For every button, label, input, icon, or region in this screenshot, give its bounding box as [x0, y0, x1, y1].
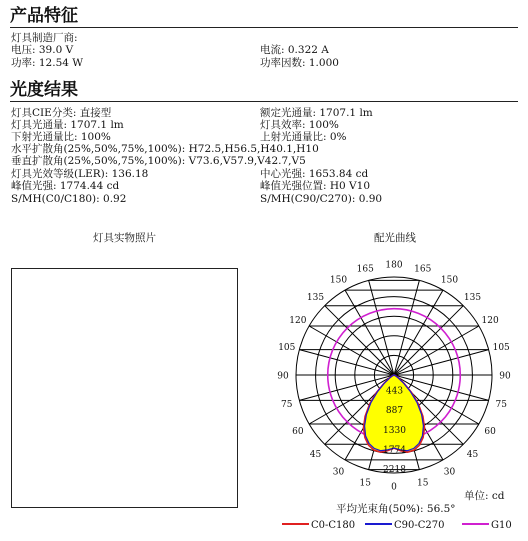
product-heading: 产品特征: [10, 6, 78, 26]
cie-class: 灯具CIE分类: 直接型: [11, 107, 112, 119]
grid-spoke: [394, 290, 443, 375]
power: 功率: 12.54 W: [11, 57, 84, 69]
grid-spoke: [309, 326, 394, 375]
radial-label: 1330: [383, 425, 406, 436]
chart-caption: 配光曲线: [374, 232, 416, 244]
grid-spoke: [369, 280, 394, 375]
smh-c90: S/MH(C90/C270): 0.90: [260, 193, 383, 205]
angle-label: 75: [281, 400, 293, 411]
angle-label: 120: [481, 316, 499, 326]
grid-spoke: [325, 306, 394, 375]
power-factor: 功率因数: 1.000: [260, 57, 339, 69]
angle-label: 30: [443, 467, 456, 478]
radial-label: 2218: [383, 465, 406, 475]
beam-angle-label: 平均光束角(50%): 56.5°: [336, 503, 456, 515]
angle-label: 120: [289, 316, 307, 326]
luminaire-flux: 灯具光通量: 1707.1 lm: [11, 119, 124, 131]
angle-label: 15: [359, 478, 371, 489]
grid-spoke: [299, 350, 394, 375]
radial-label: 1774: [383, 445, 406, 456]
v-spread: 垂直扩散角(25%,50%,75%,100%): V73.6,V57.9,V42.7,V5: [11, 155, 306, 167]
peak-position: 峰值光强位置: H0 V10: [260, 180, 370, 192]
angle-label: 165: [414, 264, 432, 275]
peak-intensity: 峰值光强: 1774.44 cd: [11, 180, 120, 192]
angle-label: 90: [499, 371, 511, 382]
angle-label: 135: [306, 293, 325, 304]
angle-label: 75: [495, 400, 507, 411]
legend-c90-c270-label: C90-C270: [394, 520, 445, 531]
legend-c0-c180-label: C0-C180: [311, 520, 356, 531]
manufacturer: 灯具制造厂商:: [11, 32, 78, 44]
angle-label: 45: [466, 449, 479, 460]
radial-label: 887: [385, 406, 404, 417]
grid-spoke: [394, 326, 479, 375]
angle-label: 60: [484, 427, 496, 437]
angle-label: 165: [356, 264, 374, 275]
angle-label: 15: [417, 478, 429, 489]
current: 电流: 0.322 A: [260, 44, 329, 56]
efficiency: 灯具效率: 100%: [260, 119, 339, 131]
grid-spoke: [394, 306, 463, 375]
angle-label: 30: [332, 467, 345, 478]
angle-label: 135: [463, 293, 482, 304]
angle-label: 150: [440, 275, 459, 286]
angle-label: 45: [309, 449, 322, 460]
angle-label: 150: [329, 275, 348, 286]
grid-spoke: [394, 280, 419, 375]
results-heading: 光度结果: [10, 80, 78, 100]
unit-label: 单位: cd: [464, 490, 505, 502]
downward-ratio: 下射光通量比: 100%: [11, 131, 111, 143]
angle-label: 60: [292, 427, 304, 437]
ler: 灯具光效等级(LER): 136.18: [11, 168, 149, 180]
rated-flux: 额定光通量: 1707.1 lm: [260, 107, 373, 119]
angle-label: 90: [277, 371, 289, 382]
grid-spoke: [345, 290, 394, 375]
radial-label: 443: [385, 386, 404, 397]
angle-label: 105: [492, 342, 510, 353]
legend: [282, 520, 512, 531]
h-spread: 水平扩散角(25%,50%,75%,100%): H72.5,H56.5,H40.1,H10: [11, 143, 319, 155]
legend-g10-label: G10: [491, 520, 512, 531]
angle-label: 105: [278, 342, 296, 353]
smh-c0: S/MH(C0/C180): 0.92: [11, 193, 127, 205]
center-intensity: 中心光强: 1653.84 cd: [260, 168, 369, 180]
angle-label: 0: [391, 482, 397, 493]
voltage: 电压: 39.0 V: [11, 44, 74, 56]
upward-ratio: 上射光通量比: 0%: [260, 131, 347, 143]
photo-caption: 灯具实物照片: [93, 232, 156, 244]
angle-label: 180: [385, 260, 403, 271]
grid-spoke: [394, 350, 489, 375]
